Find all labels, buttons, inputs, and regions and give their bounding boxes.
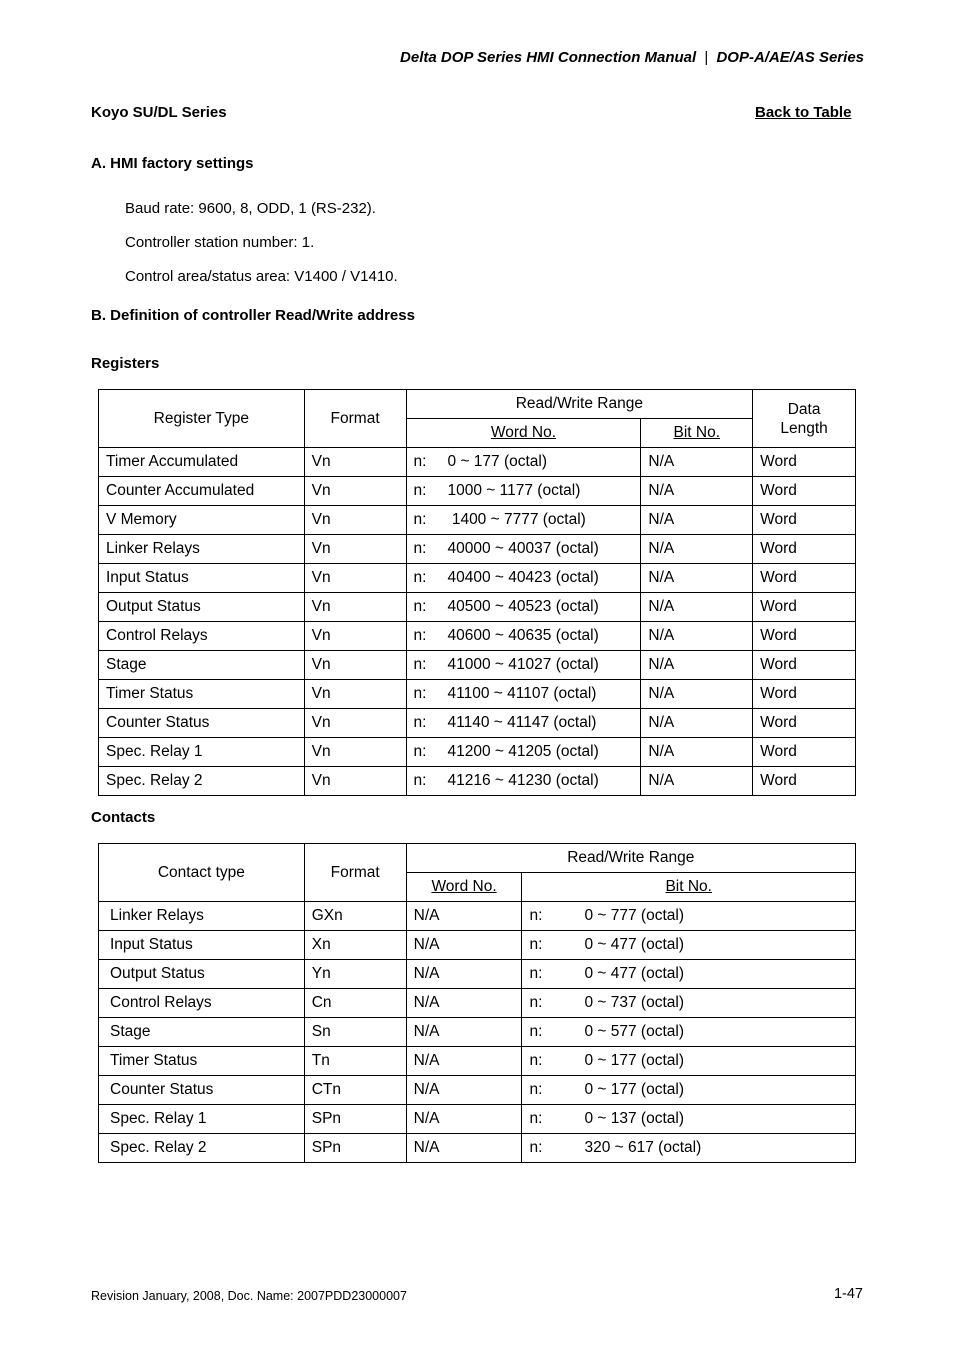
cell-word: N/A <box>406 1047 522 1076</box>
cell-type: Input Status <box>99 564 305 593</box>
cell-type: V Memory <box>99 506 305 535</box>
cell-bit: N/A <box>641 448 753 477</box>
table-row <box>99 593 856 622</box>
col-bit-no <box>522 873 856 902</box>
bit-range: 0 ~ 177 (octal) <box>584 1081 684 1098</box>
word-no-label: Word No. <box>490 424 557 441</box>
cell-word: N/A <box>406 1134 522 1163</box>
cell-format: Sn <box>304 1018 406 1047</box>
cell-word <box>406 535 641 564</box>
cell-type: Input Status <box>99 931 305 960</box>
contacts-table <box>98 843 856 1163</box>
cell-bit <box>522 1018 856 1047</box>
word-range: 0 ~ 177 (octal) <box>447 453 548 470</box>
word-range: 1400 ~ 7777 (octal) <box>447 511 586 528</box>
col-register-type: Register Type <box>99 390 305 448</box>
cell-length: Word <box>753 593 856 622</box>
cell-length: Word <box>753 506 856 535</box>
table-row <box>99 535 856 564</box>
cell-word: N/A <box>406 989 522 1018</box>
cell-format: Vn <box>304 651 406 680</box>
n-prefix: n: <box>413 598 427 615</box>
cell-bit: N/A <box>641 593 753 622</box>
cell-word: N/A <box>406 1018 522 1047</box>
table-row <box>99 709 856 738</box>
header-title: Delta DOP Series HMI Connection Manual <box>400 49 697 66</box>
cell-bit <box>522 1047 856 1076</box>
cell-length: Word <box>753 767 856 796</box>
table-row <box>99 902 856 931</box>
table-row <box>99 680 856 709</box>
bit-range: 0 ~ 737 (octal) <box>584 994 684 1011</box>
cell-word <box>406 738 641 767</box>
cell-type: Control Relays <box>99 622 305 651</box>
n-prefix: n: <box>413 743 427 760</box>
word-no-label: Word No. <box>431 878 497 895</box>
cell-bit: N/A <box>641 680 753 709</box>
footer-revision: Revision January, 2008, Doc. Name: 2007PDD23000007 <box>91 1289 407 1303</box>
table-row <box>99 1076 856 1105</box>
registers-table <box>98 389 856 796</box>
word-range: 41100 ~ 41107 (octal) <box>447 685 597 702</box>
table-row <box>99 1105 856 1134</box>
cell-bit: N/A <box>641 564 753 593</box>
col-contact-type: Contact type <box>99 844 305 902</box>
word-range: 40000 ~ 40037 (octal) <box>447 540 599 557</box>
n-prefix: n: <box>529 1081 543 1098</box>
cell-type: Spec. Relay 2 <box>99 767 305 796</box>
cell-format: GXn <box>304 902 406 931</box>
cell-bit: N/A <box>641 535 753 564</box>
n-prefix: n: <box>529 1110 543 1127</box>
header-separator: | <box>704 49 709 66</box>
contacts-heading: Contacts <box>91 809 156 826</box>
cell-type: Timer Status <box>99 1047 305 1076</box>
cell-type: Counter Status <box>99 1076 305 1105</box>
col-bit-no <box>641 419 753 448</box>
cell-bit <box>522 902 856 931</box>
table-row <box>99 989 856 1018</box>
cell-format: CTn <box>304 1076 406 1105</box>
cell-format: Vn <box>304 448 406 477</box>
cell-type: Timer Status <box>99 680 305 709</box>
cell-format: Vn <box>304 564 406 593</box>
control-area-line: Control area/status area: V1400 / V1410. <box>125 268 398 285</box>
cell-type: Output Status <box>99 593 305 622</box>
bit-range: 0 ~ 177 (octal) <box>584 1052 684 1069</box>
section-b-heading: B. Definition of controller Read/Write address <box>91 307 415 324</box>
cell-word <box>406 651 641 680</box>
cell-word: N/A <box>406 1076 522 1105</box>
bit-no-label: Bit No. <box>673 424 721 441</box>
cell-type: Timer Accumulated <box>99 448 305 477</box>
cell-bit <box>522 931 856 960</box>
word-range: 40400 ~ 40423 (octal) <box>447 569 599 586</box>
cell-bit <box>522 1076 856 1105</box>
col-format: Format <box>304 844 406 902</box>
cell-format: Yn <box>304 960 406 989</box>
table-row <box>99 651 856 680</box>
word-range: 40600 ~ 40635 (octal) <box>447 627 599 644</box>
cell-format: Vn <box>304 506 406 535</box>
cell-bit: N/A <box>641 506 753 535</box>
cell-length: Word <box>753 535 856 564</box>
cell-length: Word <box>753 738 856 767</box>
n-prefix: n: <box>529 994 543 1011</box>
cell-bit <box>522 1134 856 1163</box>
cell-type: Control Relays <box>99 989 305 1018</box>
table-row <box>99 1047 856 1076</box>
cell-format: Xn <box>304 931 406 960</box>
page-header <box>400 49 864 66</box>
cell-format: Cn <box>304 989 406 1018</box>
table-row <box>99 564 856 593</box>
bit-range: 320 ~ 617 (octal) <box>584 1139 702 1156</box>
word-range: 41216 ~ 41230 (octal) <box>447 772 599 789</box>
cell-bit: N/A <box>641 767 753 796</box>
n-prefix: n: <box>413 540 427 557</box>
cell-type: Spec. Relay 1 <box>99 1105 305 1134</box>
cell-length: Word <box>753 477 856 506</box>
n-prefix: n: <box>529 965 543 982</box>
table-row <box>99 738 856 767</box>
n-prefix: n: <box>413 453 427 470</box>
col-read-write-range: Read/Write Range <box>406 844 855 873</box>
n-prefix: n: <box>529 1023 543 1040</box>
n-prefix: n: <box>413 656 427 673</box>
station-number-line: Controller station number: 1. <box>125 234 315 251</box>
table-row <box>99 622 856 651</box>
n-prefix: n: <box>529 936 543 953</box>
page-number: 1-47 <box>833 1286 863 1302</box>
cell-length: Word <box>753 680 856 709</box>
table-row <box>99 506 856 535</box>
cell-format: Vn <box>304 593 406 622</box>
cell-format: SPn <box>304 1105 406 1134</box>
cell-format: Vn <box>304 767 406 796</box>
cell-format: SPn <box>304 1134 406 1163</box>
n-prefix: n: <box>413 714 427 731</box>
cell-bit: N/A <box>641 477 753 506</box>
word-range: 41200 ~ 41205 (octal) <box>447 743 599 760</box>
cell-bit <box>522 1105 856 1134</box>
bit-range: 0 ~ 477 (octal) <box>584 965 684 982</box>
cell-type: Spec. Relay 2 <box>99 1134 305 1163</box>
n-prefix: n: <box>529 1052 543 1069</box>
bit-range: 0 ~ 777 (octal) <box>584 907 684 924</box>
bit-range: 0 ~ 477 (octal) <box>584 936 684 953</box>
header-series: DOP-A/AE/AS Series <box>716 49 864 66</box>
cell-bit: N/A <box>641 738 753 767</box>
cell-length: Word <box>753 622 856 651</box>
table-row <box>99 931 856 960</box>
n-prefix: n: <box>413 627 427 644</box>
back-to-table-link[interactable]: Back to Table <box>755 104 852 121</box>
cell-word: N/A <box>406 902 522 931</box>
bit-no-label: Bit No. <box>665 878 712 895</box>
cell-bit: N/A <box>641 709 753 738</box>
col-word-no <box>406 873 522 902</box>
table-row <box>99 448 856 477</box>
n-prefix: n: <box>413 772 427 789</box>
cell-word: N/A <box>406 960 522 989</box>
n-prefix: n: <box>529 1139 543 1156</box>
col-format: Format <box>304 390 406 448</box>
cell-format: Vn <box>304 477 406 506</box>
cell-format: Vn <box>304 535 406 564</box>
cell-word <box>406 767 641 796</box>
cell-word <box>406 680 641 709</box>
col-data-length <box>753 390 856 448</box>
cell-word <box>406 448 641 477</box>
cell-length: Word <box>753 709 856 738</box>
cell-length: Word <box>753 448 856 477</box>
word-range: 40500 ~ 40523 (octal) <box>447 598 599 615</box>
cell-word: N/A <box>406 931 522 960</box>
cell-length: Word <box>753 564 856 593</box>
bit-range: 0 ~ 577 (octal) <box>584 1023 684 1040</box>
cell-format: Vn <box>304 709 406 738</box>
cell-type: Counter Status <box>99 709 305 738</box>
data-length-line-1: Data <box>787 400 821 418</box>
cell-type: Stage <box>99 1018 305 1047</box>
cell-bit: N/A <box>641 651 753 680</box>
bit-range: 0 ~ 137 (octal) <box>584 1110 684 1127</box>
cell-word <box>406 593 641 622</box>
data-length-line-2: Length <box>780 419 828 437</box>
table-row <box>99 1134 856 1163</box>
word-range: 1000 ~ 1177 (octal) <box>447 482 581 499</box>
cell-format: Vn <box>304 738 406 767</box>
word-range: 41140 ~ 41147 (octal) <box>447 714 597 731</box>
cell-word: N/A <box>406 1105 522 1134</box>
table-row <box>99 1018 856 1047</box>
cell-type: Linker Relays <box>99 535 305 564</box>
cell-word <box>406 622 641 651</box>
section-a-heading: A. HMI factory settings <box>91 155 254 172</box>
col-word-no <box>406 419 641 448</box>
cell-format: Tn <box>304 1047 406 1076</box>
section-title: Koyo SU/DL Series <box>91 104 227 121</box>
cell-bit <box>522 989 856 1018</box>
word-range: 41000 ~ 41027 (octal) <box>447 656 599 673</box>
table-row <box>99 767 856 796</box>
cell-word <box>406 477 641 506</box>
cell-type: Stage <box>99 651 305 680</box>
col-read-write-range: Read/Write Range <box>406 390 753 419</box>
n-prefix: n: <box>413 685 427 702</box>
n-prefix: n: <box>529 907 543 924</box>
table-row <box>99 960 856 989</box>
cell-type: Linker Relays <box>99 902 305 931</box>
cell-word <box>406 564 641 593</box>
baud-rate-line: Baud rate: 9600, 8, ODD, 1 (RS-232). <box>125 200 376 217</box>
registers-heading: Registers <box>91 355 160 372</box>
cell-length: Word <box>753 651 856 680</box>
n-prefix: n: <box>413 569 427 586</box>
table-row <box>99 477 856 506</box>
n-prefix: n: <box>413 511 427 528</box>
cell-word <box>406 506 641 535</box>
cell-format: Vn <box>304 622 406 651</box>
cell-bit <box>522 960 856 989</box>
cell-format: Vn <box>304 680 406 709</box>
cell-word <box>406 709 641 738</box>
n-prefix: n: <box>413 482 427 499</box>
cell-type: Spec. Relay 1 <box>99 738 305 767</box>
cell-type: Counter Accumulated <box>99 477 305 506</box>
cell-type: Output Status <box>99 960 305 989</box>
cell-bit: N/A <box>641 622 753 651</box>
